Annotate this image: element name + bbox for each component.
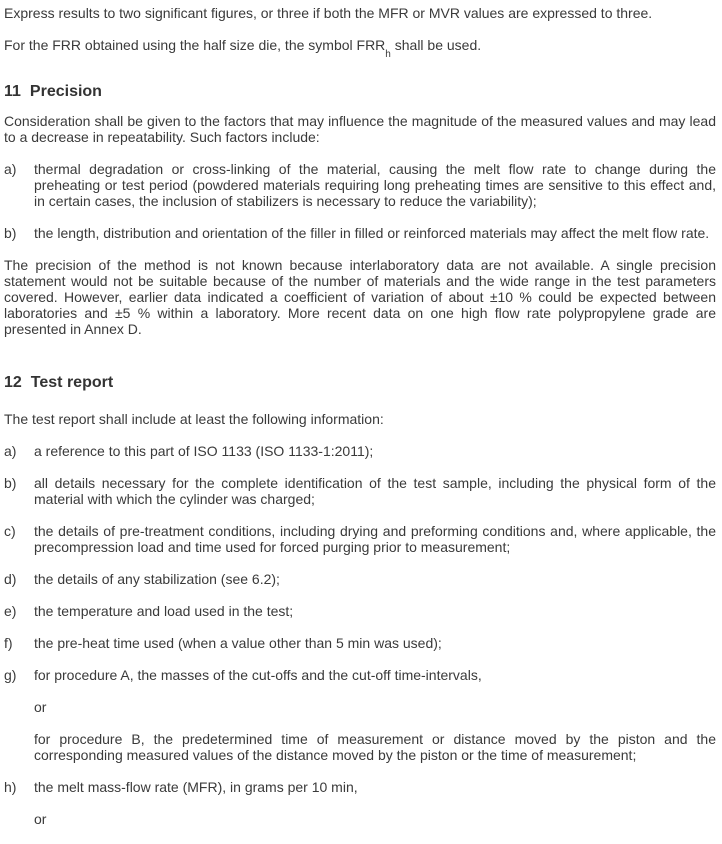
list-item-label: a): [4, 161, 17, 177]
section-number: 12: [4, 374, 22, 391]
list-item-text: for procedure A, the masses of the cut-offs and the cut-off time-intervals,: [34, 667, 482, 683]
list-item-label: b): [4, 225, 17, 241]
paragraph-test-report-intro: The test report shall include at least the following information:: [4, 411, 384, 427]
list-item-label: e): [4, 603, 17, 619]
paragraph-express-results: Express results to two significant figures, or three if both the MFR or MVR values are expressed to three.: [4, 5, 653, 21]
list-item-12-d: [4, 571, 716, 587]
list-item-12-h-or: or: [34, 811, 47, 827]
paragraph-frr-symbol: [4, 37, 716, 60]
list-item-label: b): [4, 475, 17, 491]
frr-sentence-after: shall be used.: [390, 37, 482, 53]
list-item-12-g-procedure-b: for procedure B, the predetermined time of measurement or distance moved by the piston and the corresponding measured values of the distance moved by the piston or the time of measurement;: [34, 731, 716, 763]
list-item-label: d): [4, 571, 17, 587]
list-item-12-a: [4, 443, 716, 459]
paragraph-precision-intro: Consideration shall be given to the factors that may influence the magnitude of the measured values and may lead to a decrease in repeatability. Such factors include:: [4, 113, 716, 145]
paragraph-precision-closing: The precision of the method is not known because interlaboratory data are not available. A single precision statement would not be suitable because of the number of materials and the wide range in the test parameters covered. However, earlier data indicated a coefficient of variation of about ±10 % could be expected between laboratories and ±5 % within a laboratory. More recent data on one high flow rate polypropylene grade are presented in Annex D.: [4, 257, 716, 337]
list-item-text: thermal degradation or cross-linking of the material, causing the melt flow rate to change during the preheating or test period (powdered materials requiring long preheating times are sensitive to this effect and, in certain cases, the inclusion of stabilizers is necessary to reduce the variability);: [34, 161, 716, 209]
section-heading-test-report: [4, 373, 716, 393]
section-heading-precision: [4, 82, 716, 102]
list-item-11-a: [4, 161, 716, 209]
section-title: Precision: [29, 83, 102, 100]
list-item-12-c: [4, 523, 716, 555]
list-item-text: a reference to this part of ISO 1133 (ISO 1133-1:2011);: [34, 443, 374, 459]
frr-sentence-before: For the FRR obtained using the half size die, the symbol FRR: [4, 37, 386, 53]
section-title: Test report: [30, 374, 114, 391]
list-item-12-h: [4, 779, 716, 795]
list-item-text: the details of any stabilization (see 6.2);: [34, 571, 280, 587]
list-item-12-e: [4, 603, 716, 619]
list-item-text: the details of pre-treatment conditions, including drying and preforming conditions and, where applicable, the precompression load and time used for forced purging prior to measurement;: [34, 523, 716, 555]
list-item-label: f): [4, 635, 13, 651]
list-item-text: the melt mass-flow rate (MFR), in grams per 10 min,: [34, 779, 358, 795]
list-item-label: g): [4, 667, 17, 683]
list-item-text: the pre-heat time used (when a value other than 5 min was used);: [34, 635, 442, 651]
list-item-label: a): [4, 443, 17, 459]
list-item-label: h): [4, 779, 17, 795]
list-item-text: all details necessary for the complete identification of the test sample, including the physical form of the material with which the cylinder was charged;: [34, 475, 716, 507]
list-item-12-g-or: or: [34, 699, 47, 715]
list-item-12-g: [4, 667, 716, 683]
frr-subscript-h: h: [385, 48, 391, 60]
list-item-12-f: [4, 635, 716, 651]
list-item-11-b: [4, 225, 716, 241]
section-number: 11: [4, 83, 21, 100]
list-item-label: c): [4, 523, 16, 539]
list-item-text: the temperature and load used in the test;: [34, 603, 294, 619]
list-item-text: the length, distribution and orientation of the filler in filled or reinforced materials may affect the melt flow rate.: [34, 225, 710, 241]
list-item-12-b: [4, 475, 716, 507]
